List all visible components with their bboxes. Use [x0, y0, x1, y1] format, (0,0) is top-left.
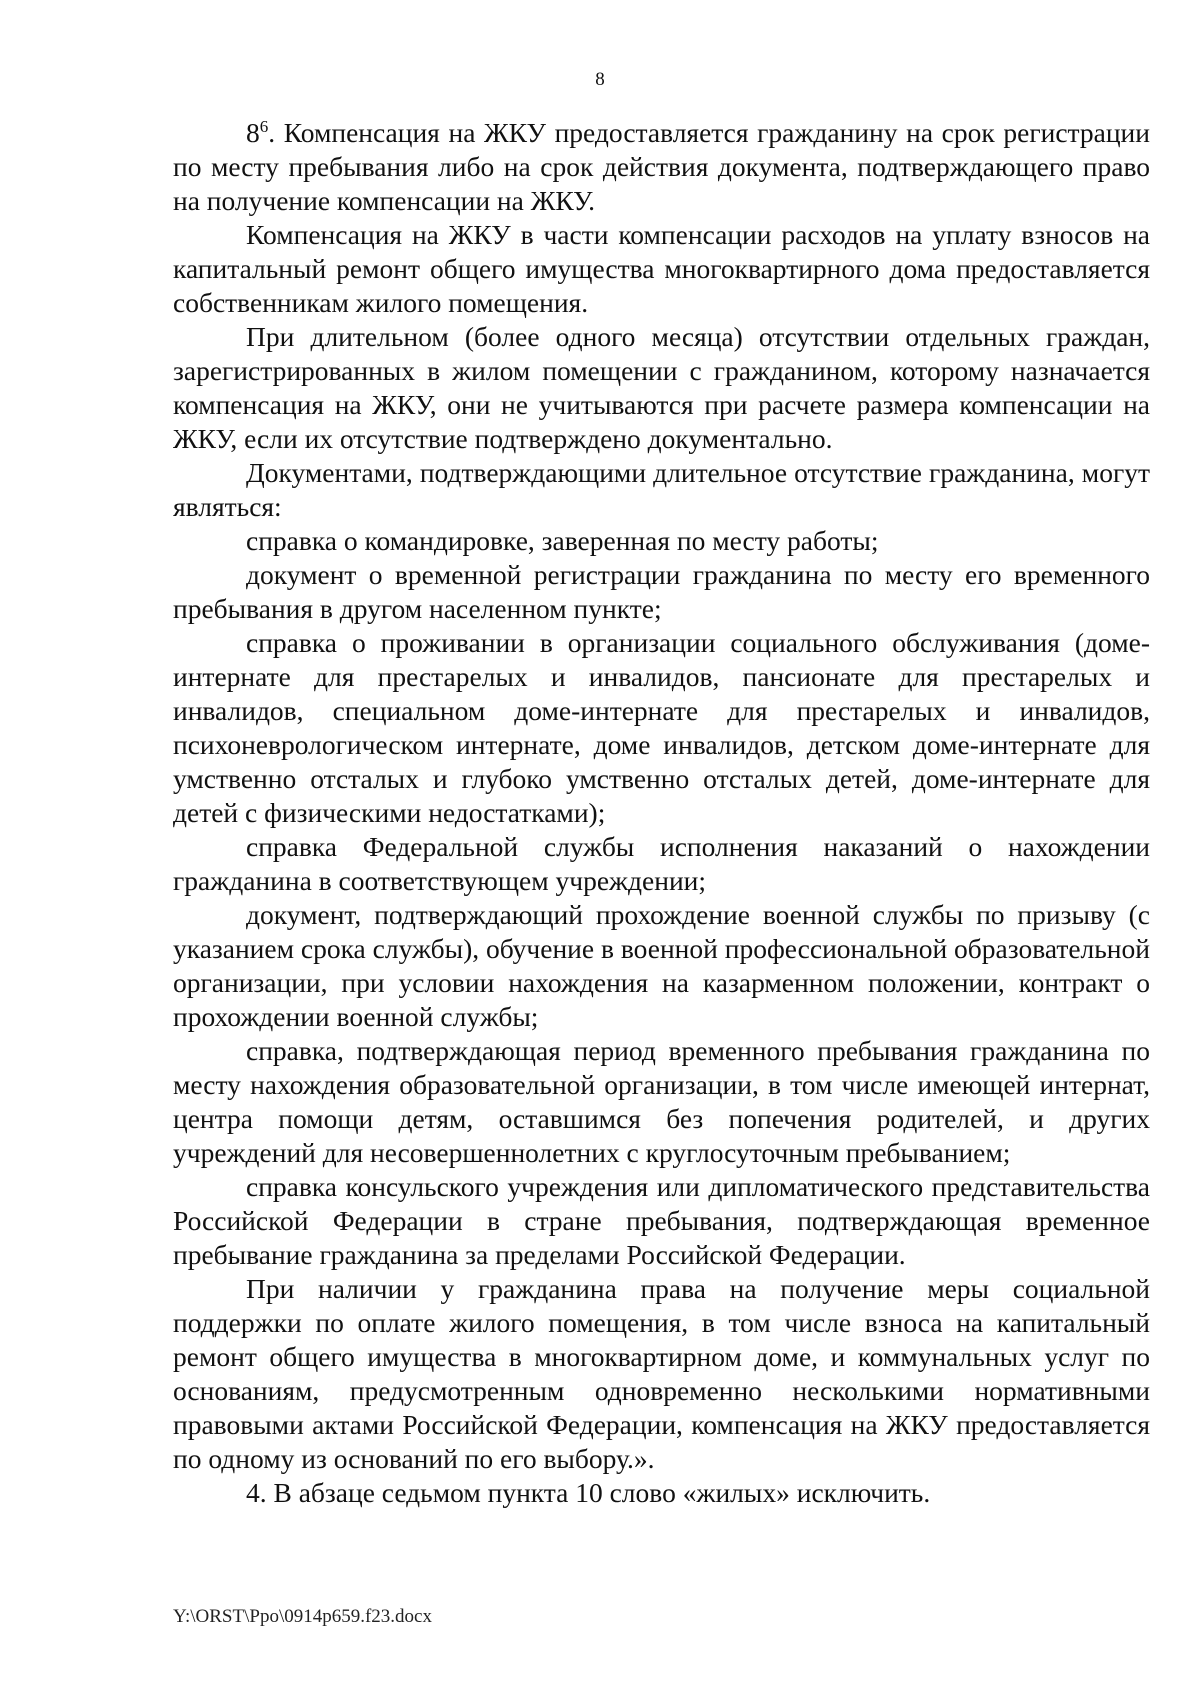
list-item: справка Федеральной службы исполнения наказаний о нахождении гражданина в соответствующем учреждении; [173, 831, 1150, 896]
paragraph: При наличии у гражданина права на получение меры социальной поддержки по оплате жилого помещения, в том числе взноса на капитальный ремонт общего имущества в многоквартирном доме, и коммунальных услуг по основаниям, предусмотренным одновременно несколькими нормативными правовыми актами Российской Федерации, компенсация на ЖКУ предоставляется по одному из оснований по его выбору.». [173, 1273, 1150, 1474]
paragraph: Компенсация на ЖКУ в части компенсации расходов на уплату взносов на капитальный ремонт общего имущества многоквартирного дома предоставляется собственникам жилого помещения. [173, 219, 1150, 318]
list-item: справка о проживании в организации социального обслуживания (доме-интернате для престарелых и инвалидов, пансионате для престарелых и инвалидов, специальном доме-интернате для престарелых и инвалидов, психоневрологическом интернате, доме инвалидов, детском доме-интернате для умственно отсталых и глубоко умственно отсталых детей, доме-интернате для детей с физическими недостатками); [173, 627, 1150, 828]
footer-file-path: Y:\ORST\Ppo\0914p659.f23.docx [173, 1606, 432, 1627]
list-item: справка консульского учреждения или дипломатического представительства Российской Федерации в стране пребывания, подтверждающая временное пребывание гражданина за пределами Российской Федерации. [173, 1171, 1150, 1270]
list-item: документ о временной регистрации гражданина по месту его временного пребывания в другом населенном пункте; [173, 559, 1150, 624]
list-item: документ, подтверждающий прохождение военной службы по призыву (с указанием срока службы), обучение в военной профессиональной образовательной организации, при условии нахождения на казарменном положении, контракт о прохождении военной службы; [173, 899, 1150, 1032]
document-body [173, 116, 1150, 1510]
paragraph: Документами, подтверждающими длительное отсутствие гражданина, могут являться: [173, 457, 1150, 522]
list-item: справка, подтверждающая период временного пребывания гражданина по месту нахождения образовательной организации, в том числе имеющей интернат, центра помощи детям, оставшимся без попечения родителей, и других учреждений для несовершеннолетних с круглосуточным пребыванием; [173, 1035, 1150, 1168]
paragraph-number-superscript: 6 [259, 116, 269, 136]
list-item: справка о командировке, заверенная по месту работы; [246, 525, 879, 556]
paragraph: При длительном (более одного месяца) отсутствии отдельных граждан, зарегистрированных в жилом помещении с гражданином, которому назначается компенсация на ЖКУ, они не учитываются при расчете размера компенсации на ЖКУ, если их отсутствие подтверждено документально. [173, 321, 1150, 454]
paragraph-number: 8 [246, 117, 260, 148]
paragraph-text: . Компенсация на ЖКУ предоставляется гражданину на срок регистрации по месту пребывания либо на срок действия документа, подтверждающего право на получение компенсации на ЖКУ. [173, 117, 1150, 216]
paragraph-8-6 [173, 116, 1150, 218]
page-number: 8 [595, 69, 605, 90]
paragraph: 4. В абзаце седьмом пункта 10 слово «жилых» исключить. [246, 1477, 931, 1508]
